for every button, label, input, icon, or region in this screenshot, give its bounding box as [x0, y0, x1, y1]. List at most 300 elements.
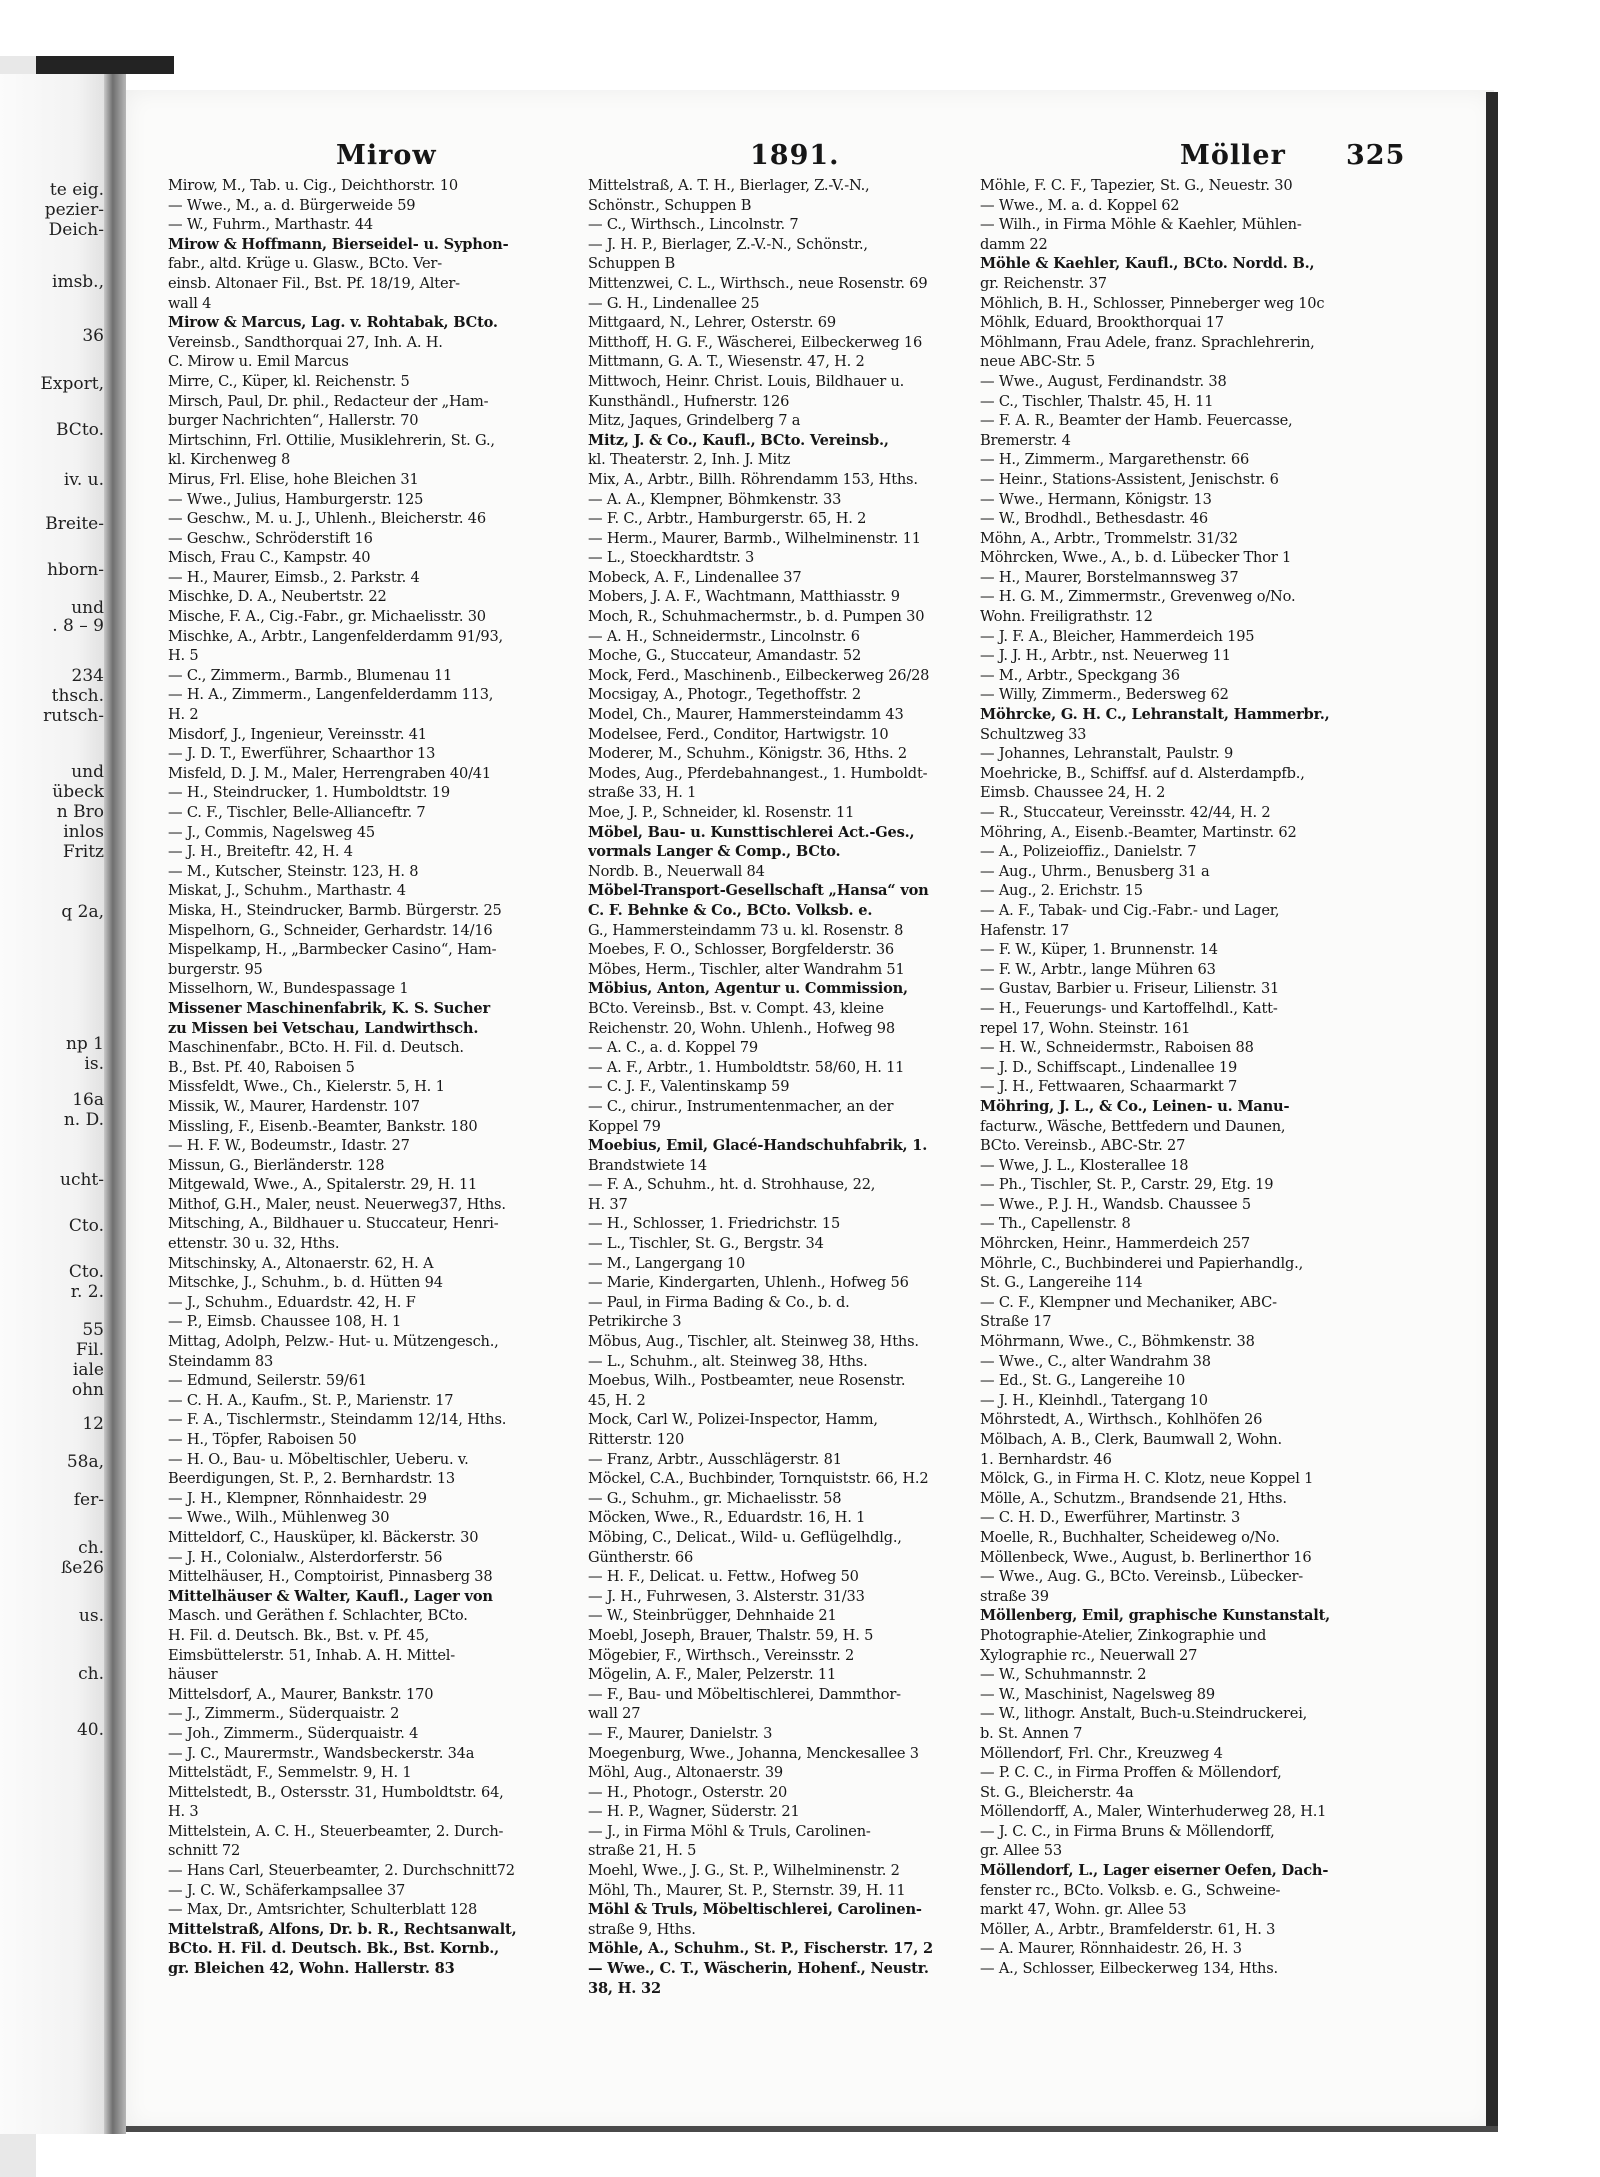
- directory-entry-line: — C. J. F., Valentinskamp 59: [588, 1078, 790, 1096]
- directory-entry-line: — J. H., Colonialw., Alsterdorferstr. 56: [168, 1548, 443, 1566]
- directory-entry-line: B., Bst. Pf. 40, Raboisen 5: [168, 1058, 355, 1076]
- previous-page-fragment: iale: [72, 1360, 104, 1380]
- directory-entry-line: Steindamm 83: [168, 1352, 274, 1370]
- directory-entry-line: Mitschke, J., Schuhm., b. d. Hütten 94: [168, 1274, 443, 1292]
- directory-entry-line: Petrikirche 3: [588, 1313, 682, 1331]
- directory-entry-line: Mitthoff, H. G. F., Wäscherei, Eilbeckerweg 16: [588, 333, 923, 351]
- previous-page-fragment: Cto.: [68, 1216, 104, 1236]
- directory-entry-line: H. 2: [168, 706, 199, 724]
- directory-entry-line: St. G., Langereihe 114: [980, 1274, 1143, 1292]
- directory-entry-line: Mix, A., Arbtr., Billh. Röhrendamm 153, Hths.: [588, 470, 918, 488]
- directory-entry-line: — H., Maurer, Borstelmannsweg 37: [980, 568, 1239, 586]
- directory-entry-line: — R., Stuccateur, Vereinsstr. 42/44, H. 2: [980, 804, 1271, 821]
- directory-entry-line: Brandstwiete 14: [588, 1156, 708, 1174]
- directory-entry-line: — H. G. M., Zimmermstr., Grevenweg o/No.: [980, 588, 1296, 606]
- directory-entry-line: Moehl, Wwe., J. G., St. P., Wilhelminenstr. 2: [588, 1862, 900, 1880]
- page-edge: [1486, 92, 1498, 2128]
- directory-entry-line: Moebus, Wilh., Postbeamter, neue Rosenstr.: [588, 1372, 906, 1390]
- directory-entry-line: Mölbach, A. B., Clerk, Baumwall 2, Wohn.: [980, 1431, 1282, 1448]
- directory-entry-line: — A., Schlosser, Eilbeckerweg 134, Hths.: [980, 1960, 1278, 1978]
- directory-entry-line: Mische, F. A., Cig.-Fabr., gr. Michaelisstr. 30: [168, 608, 486, 626]
- directory-entry-line: Maschinenfabr., BCto. H. Fil. d. Deutsch.: [168, 1039, 464, 1057]
- directory-entry-line: Mirtschinn, Frl. Ottilie, Musiklehrerin, St. G.,: [168, 431, 495, 449]
- directory-entry-line: Modes, Aug., Pferdebahnangest., 1. Humboldt-: [588, 764, 928, 782]
- directory-entry-line: — Paul, in Firma Bading & Co., b. d.: [588, 1293, 850, 1311]
- directory-entry-line: G., Hammersteindamm 73 u. kl. Rosenstr. 8: [588, 921, 904, 939]
- directory-entry-line: Moderer, M., Schuhm., Königstr. 36, Hths. 2: [588, 745, 907, 763]
- directory-entry-line: — Aug., Uhrm., Benusberg 31 a: [980, 862, 1210, 880]
- directory-entry-line: H. 3: [168, 1803, 199, 1821]
- directory-entry-line: — C. F., Klempner und Mechaniker, ABC-: [980, 1293, 1277, 1311]
- directory-entry-line: — Wwe., C., alter Wandrahm 38: [980, 1352, 1211, 1370]
- directory-entry-line: St. G., Bleicherstr. 4a: [980, 1783, 1134, 1801]
- directory-entry-line: Möhrmann, Wwe., C., Böhmkenstr. 38: [980, 1333, 1255, 1351]
- previous-page-fragment: hborn-: [47, 560, 104, 580]
- directory-entry-line: — Wwe., Julius, Hamburgerstr. 125: [168, 490, 424, 508]
- directory-entry-line: Moebes, F. O., Schlosser, Borgfelderstr. 36: [588, 941, 895, 959]
- directory-entry-line: — Wilh., in Firma Möhle & Kaehler, Mühlen-: [980, 216, 1302, 234]
- directory-entry-line: Möhrstedt, A., Wirthsch., Kohlhöfen 26: [980, 1411, 1263, 1429]
- previous-page-fragment: thsch.: [51, 686, 104, 706]
- directory-entry-line: Mitschinsky, A., Altonaerstr. 62, H. A: [168, 1254, 434, 1272]
- directory-entry-line: 1. Bernhardstr. 46: [980, 1450, 1112, 1468]
- directory-entry-line: — W., Steinbrügger, Dehnhaide 21: [588, 1607, 837, 1625]
- directory-entry-line: — Marie, Kindergarten, Uhlenh., Hofweg 56: [588, 1274, 909, 1292]
- directory-entry-line: b. St. Annen 7: [980, 1724, 1083, 1742]
- directory-entry-line: zu Missen bei Vetschau, Landwirthsch.: [168, 1019, 479, 1037]
- directory-entry-line: Moelle, R., Buchhalter, Scheideweg o/No.: [980, 1528, 1280, 1546]
- directory-entry-line: — J. C., Maurermstr., Wandsbeckerstr. 34a: [168, 1744, 475, 1762]
- previous-page-fragment: n Bro: [56, 802, 104, 822]
- directory-entry-line: Schönstr., Schuppen B: [588, 196, 752, 214]
- directory-entry-line: — F. W., Küper, 1. Brunnenstr. 14: [980, 941, 1218, 959]
- directory-entry-line: — J. H., Fuhrwesen, 3. Alsterstr. 31/33: [588, 1587, 865, 1605]
- directory-entry-line: — Johannes, Lehranstalt, Paulstr. 9: [980, 745, 1234, 763]
- previous-page-fragment: Fil.: [75, 1340, 104, 1360]
- directory-entry-line: Möhring, A., Eisenb.-Beamter, Martinstr. 62: [980, 823, 1297, 841]
- directory-entry-line: Möllenberg, Emil, graphische Kunstanstalt,: [980, 1607, 1331, 1625]
- directory-entry-line: einsb. Altonaer Fil., Bst. Pf. 18/19, Alter-: [168, 274, 460, 292]
- directory-entry-line: Möhl, Th., Maurer, St. P., Sternstr. 39, H. 11: [588, 1881, 906, 1899]
- directory-entry-line: Mittmann, G. A. T., Wiesenstr. 47, H. 2: [588, 353, 865, 371]
- previous-page-fragment: 16a: [72, 1090, 104, 1110]
- directory-entry-line: Mittelhäuser & Walter, Kaufl., Lager von: [168, 1587, 493, 1605]
- directory-entry-line: — H., Töpfer, Raboisen 50: [168, 1431, 357, 1448]
- directory-entry-line: — Edmund, Seilerstr. 59/61: [168, 1372, 367, 1390]
- directory-entry-line: Möhrle, C., Buchbinderei und Papierhandlg.,: [980, 1254, 1304, 1272]
- previous-page-fragment: us.: [78, 1606, 104, 1626]
- directory-entry-line: Mittelstein, A. C. H., Steuerbeamter, 2. Durch-: [168, 1822, 504, 1840]
- directory-entry-line: Miskat, J., Schuhm., Marthastr. 4: [168, 882, 406, 900]
- running-head-year: 1891.: [750, 140, 840, 171]
- directory-entry-line: — C., Tischler, Thalstr. 45, H. 11: [980, 392, 1214, 410]
- directory-entry-line: — W., lithogr. Anstalt, Buch-u.Steindruckerei,: [980, 1705, 1308, 1723]
- scan-edge-top: [36, 56, 174, 74]
- directory-entry-line: Möhle, A., Schuhm., St. P., Fischerstr. 17, 2: [588, 1940, 933, 1958]
- directory-entry-line: Xylographie rc., Neuerwall 27: [980, 1646, 1198, 1664]
- directory-entry-line: Mittwoch, Heinr. Christ. Louis, Bildhauer u.: [588, 372, 905, 390]
- directory-entry-line: Missling, F., Eisenb.-Beamter, Bankstr. 180: [168, 1117, 478, 1135]
- directory-entry-line: Mirsch, Paul, Dr. phil., Redacteur der „Ham-: [168, 392, 489, 410]
- directory-entry-line: — C. H. A., Kaufm., St. P., Marienstr. 17: [168, 1391, 454, 1409]
- directory-entry-line: — C. H. D., Ewerführer, Martinstr. 3: [980, 1509, 1241, 1527]
- directory-entry-line: Möhrcken, Heinr., Hammerdeich 257: [980, 1235, 1250, 1253]
- directory-entry-line: — H. F. W., Bodeumstr., Idastr. 27: [168, 1137, 410, 1155]
- directory-entry-line: Mock, Carl W., Polizei-Inspector, Hamm,: [588, 1411, 878, 1429]
- directory-entry-line: — J., Schuhm., Eduardstr. 42, H. F: [168, 1293, 416, 1311]
- directory-entry-line: Moebius, Emil, Glacé-Handschuhfabrik, 1.: [588, 1137, 928, 1155]
- previous-page-fragment: ohn: [71, 1380, 104, 1400]
- directory-column-1: [168, 176, 582, 1979]
- directory-entry-line: — C., Zimmerm., Barmb., Blumenau 11: [168, 666, 453, 684]
- directory-entry-line: Mirre, C., Küper, kl. Reichenstr. 5: [168, 372, 410, 390]
- directory-entry-line: — L., Schuhm., alt. Steinweg 38, Hths.: [588, 1352, 868, 1370]
- directory-entry-line: straße 39: [980, 1587, 1049, 1605]
- directory-entry-line: — A. F., Arbtr., 1. Humboldtstr. 58/60, H. 11: [588, 1058, 905, 1076]
- directory-entry-line: — Ph., Tischler, St. P., Carstr. 29, Etg. 19: [980, 1176, 1274, 1194]
- directory-entry-line: — J. H. P., Bierlager, Z.-V.-N., Schönstr.,: [588, 235, 868, 253]
- directory-entry-line: Möhl & Truls, Möbeltischlerei, Carolinen-: [588, 1901, 922, 1919]
- directory-entry-line: Mitz, J. & Co., Kaufl., BCto. Vereinsb.,: [588, 431, 889, 449]
- directory-entry-line: Möhl, Aug., Altonaerstr. 39: [588, 1764, 784, 1782]
- directory-entry-line: — H., Zimmerm., Margarethenstr. 66: [980, 451, 1250, 469]
- previous-page-fragment: r. 2.: [70, 1282, 104, 1302]
- directory-entry-line: Möbius, Anton, Agentur u. Commission,: [588, 980, 908, 998]
- previous-page-fragment: ch.: [78, 1664, 104, 1684]
- directory-entry-line: kl. Theaterstr. 2, Inh. J. Mitz: [588, 451, 791, 469]
- directory-entry-line: — Ed., St. G., Langereihe 10: [980, 1372, 1186, 1390]
- directory-entry-line: Mitz, Jaques, Grindelberg 7 a: [588, 412, 801, 430]
- directory-entry-line: Möllendorf, Frl. Chr., Kreuzweg 4: [980, 1744, 1223, 1762]
- directory-entry-line: — H., Schlosser, 1. Friedrichstr. 15: [588, 1215, 841, 1233]
- previous-page-fragment: und: [71, 762, 104, 782]
- previous-page-fragment: ucht-: [60, 1170, 104, 1190]
- directory-entry-line: Moehricke, B., Schiffsf. auf d. Alsterdampfb.,: [980, 764, 1305, 782]
- directory-entry-line: — Wwe, J. L., Klosterallee 18: [980, 1156, 1189, 1174]
- previous-page-fragment: Cto.: [68, 1262, 104, 1282]
- directory-entry-line: BCto. H. Fil. d. Deutsch. Bk., Bst. Kornb.,: [168, 1940, 499, 1958]
- directory-entry-line: Mitteldorf, C., Hausküper, kl. Bäckerstr. 30: [168, 1528, 479, 1546]
- directory-column-3: [980, 176, 1400, 1979]
- book-gutter: [104, 74, 126, 2134]
- previous-page-fragment: 55: [82, 1320, 104, 1340]
- directory-entry-line: — J., in Firma Möhl & Truls, Carolinen-: [588, 1822, 871, 1840]
- directory-entry-line: gr. Bleichen 42, Wohn. Hallerstr. 83: [168, 1960, 455, 1978]
- directory-entry-line: — H. W., Schneidermstr., Raboisen 88: [980, 1039, 1254, 1057]
- directory-entry-line: — J. D., Schiffscapt., Lindenallee 19: [980, 1058, 1238, 1076]
- directory-entry-line: — Wwe., P. J. H., Wandsb. Chaussee 5: [980, 1195, 1251, 1213]
- directory-entry-line: Mittgaard, N., Lehrer, Osterstr. 69: [588, 314, 836, 332]
- directory-entry-line: — J. J. H., Arbtr., nst. Neuerweg 11: [980, 647, 1231, 665]
- directory-entry-line: Möhle, F. C. F., Tapezier, St. G., Neuestr. 30: [980, 177, 1293, 194]
- directory-entry-line: schnitt 72: [168, 1842, 241, 1860]
- directory-entry-line: — H., Feuerungs- und Kartoffelhdl., Katt-: [980, 999, 1278, 1017]
- directory-entry-line: — A. C., a. d. Koppel 79: [588, 1039, 758, 1057]
- previous-page-fragment: rutsch-: [43, 706, 104, 726]
- directory-entry-line: Güntherstr. 66: [588, 1548, 694, 1566]
- directory-entry-line: — Joh., Zimmerm., Süderquaistr. 4: [168, 1724, 419, 1742]
- directory-entry-line: gr. Allee 53: [980, 1842, 1062, 1860]
- directory-entry-line: Mobers, J. A. F., Wachtmann, Matthiasstr. 9: [588, 588, 900, 606]
- directory-entry-line: — H. F., Delicat. u. Fettw., Hofweg 50: [588, 1568, 859, 1586]
- directory-entry-line: Möllendorff, A., Maler, Winterhuderweg 28, H.1: [980, 1803, 1327, 1821]
- directory-entry-line: — J. H., Klempner, Rönnhaidestr. 29: [168, 1489, 427, 1507]
- directory-entry-line: — H., Maurer, Eimsb., 2. Parkstr. 4: [168, 568, 420, 586]
- directory-entry-line: — G. H., Lindenallee 25: [588, 294, 760, 312]
- directory-entry-line: C. F. Behnke & Co., BCto. Volksb. e.: [588, 901, 873, 919]
- directory-entry-line: burgerstr. 95: [168, 960, 263, 978]
- directory-entry-line: BCto. Vereinsb., ABC-Str. 27: [980, 1137, 1186, 1155]
- directory-entry-line: — H., Photogr., Osterstr. 20: [588, 1783, 788, 1801]
- directory-entry-line: Hafenstr. 17: [980, 921, 1070, 939]
- directory-entry-line: neue ABC-Str. 5: [980, 353, 1096, 371]
- directory-entry-line: — Gustav, Barbier u. Friseur, Lilienstr. 31: [980, 980, 1280, 998]
- directory-entry-line: Mobeck, A. F., Lindenallee 37: [588, 568, 802, 586]
- directory-entry-line: Nordb. B., Neuerwall 84: [588, 862, 765, 880]
- directory-entry-line: burger Nachrichten“, Hallerstr. 70: [168, 412, 419, 430]
- directory-entry-line: Missfeldt, Wwe., Ch., Kielerstr. 5, H. 1: [168, 1078, 445, 1096]
- directory-entry-line: Straße 17: [980, 1313, 1052, 1331]
- directory-entry-line: Mischke, A., Arbtr., Langenfelderdamm 91/93,: [168, 627, 503, 645]
- page-bottom-edge: [126, 2126, 1498, 2132]
- directory-entry-line: — J. C. C., in Firma Bruns & Möllendorff,: [980, 1822, 1275, 1840]
- directory-entry-line: — Wwe., August, Ferdinandstr. 38: [980, 372, 1227, 390]
- directory-entry-line: — P., Eimsb. Chaussee 108, H. 1: [168, 1313, 402, 1331]
- directory-entry-line: Eimsbüttelerstr. 51, Inhab. A. H. Mittel-: [168, 1646, 455, 1664]
- directory-entry-line: Mittag, Adolph, Pelzw.- Hut- u. Mützengesch.,: [168, 1333, 499, 1351]
- directory-entry-line: Mirus, Frl. Elise, hohe Bleichen 31: [168, 470, 419, 488]
- directory-entry-line: — J. H., Breiteftr. 42, H. 4: [168, 843, 353, 861]
- directory-entry-line: Masch. und Geräthen f. Schlachter, BCto.: [168, 1607, 468, 1625]
- directory-entry-line: H. 5: [168, 647, 199, 665]
- directory-entry-line: Moebl, Joseph, Brauer, Thalstr. 59, H. 5: [588, 1626, 874, 1644]
- directory-entry-line: Miska, H., Steindrucker, Barmb. Bürgerstr. 25: [168, 901, 502, 919]
- directory-entry-line: Möhn, A., Arbtr., Trommelstr. 31/32: [980, 529, 1238, 547]
- directory-entry-line: — M., Kutscher, Steinstr. 123, H. 8: [168, 862, 419, 880]
- previous-page-fragment: 58a,: [66, 1452, 104, 1472]
- directory-entry-line: häuser: [168, 1666, 218, 1684]
- directory-entry-line: — A. H., Schneidermstr., Lincolnstr. 6: [588, 627, 860, 645]
- directory-entry-line: Möhring, J. L., & Co., Leinen- u. Manu-: [980, 1097, 1290, 1115]
- directory-entry-line: Mock, Ferd., Maschinenb., Eilbeckerweg 26/28: [588, 666, 930, 684]
- directory-entry-line: Möllendorf, L., Lager eiserner Oefen, Dach-: [980, 1862, 1329, 1880]
- previous-page-margin: [0, 74, 110, 2134]
- directory-entry-line: fabr., altd. Krüge u. Glasw., BCto. Ver-: [168, 255, 442, 273]
- directory-entry-line: gr. Reichenstr. 37: [980, 274, 1107, 292]
- directory-entry-line: wall 4: [168, 294, 212, 312]
- directory-entry-line: Mirow, M., Tab. u. Cig., Deichthorstr. 10: [168, 177, 458, 194]
- directory-entry-line: Mittelstraß, A. T. H., Bierlager, Z.-V.-N.,: [588, 177, 870, 194]
- directory-entry-line: Moch, R., Schuhmachermstr., b. d. Pumpen 30: [588, 608, 925, 626]
- directory-entry-line: H. 37: [588, 1195, 628, 1213]
- directory-entry-line: — J., Zimmerm., Süderquaistr. 2: [168, 1705, 400, 1723]
- directory-entry-line: Möbel, Bau- u. Kunsttischlerei Act.-Ges.,: [588, 823, 915, 841]
- directory-entry-line: — Hans Carl, Steuerbeamter, 2. Durchschnitt72: [168, 1862, 515, 1880]
- running-head-left: Mirow: [336, 140, 437, 171]
- directory-entry-line: Möckel, C.A., Buchbinder, Tornquiststr. 66, H.2: [588, 1470, 929, 1488]
- directory-entry-line: Möhlk, Eduard, Brookthorquai 17: [980, 314, 1224, 332]
- directory-entry-line: straße 21, H. 5: [588, 1842, 697, 1860]
- directory-entry-line: — C., Wirthsch., Lincolnstr. 7: [588, 216, 799, 234]
- directory-entry-line: Möhrcke, G. H. C., Lehranstalt, Hammerbr.,: [980, 706, 1330, 724]
- previous-page-fragment: q 2a,: [61, 902, 104, 922]
- previous-page-fragment: BCto.: [56, 420, 104, 440]
- directory-entry-line: — M., Arbtr., Speckgang 36: [980, 666, 1180, 684]
- directory-entry-line: — H. A., Zimmerm., Langenfelderdamm 113,: [168, 686, 494, 704]
- previous-page-fragment: n. D.: [63, 1110, 104, 1130]
- directory-entry-line: 45, H. 2: [588, 1391, 646, 1409]
- directory-entry-line: repel 17, Wohn. Steinstr. 161: [980, 1019, 1191, 1037]
- previous-page-fragment: Breite-: [45, 514, 104, 534]
- directory-entry-line: Möllenbeck, Wwe., August, b. Berlinerthor 16: [980, 1548, 1312, 1566]
- directory-entry-line: Möller, A., Arbtr., Bramfelderstr. 61, H. 3: [980, 1920, 1276, 1938]
- directory-entry-line: — J. C. W., Schäferkampsallee 37: [168, 1881, 406, 1899]
- directory-entry-line: Mittenzwei, C. L., Wirthsch., neue Rosenstr. 69: [588, 274, 928, 292]
- directory-entry-line: Misfeld, D. J. M., Maler, Herrengraben 40/41: [168, 764, 491, 782]
- directory-entry-line: — F., Bau- und Möbeltischlerei, Dammthor-: [588, 1685, 901, 1703]
- directory-entry-line: Missener Maschinenfabrik, K. S. Sucher: [168, 999, 490, 1017]
- directory-entry-line: Ritterstr. 120: [588, 1431, 685, 1448]
- directory-entry-line: — Max, Dr., Amtsrichter, Schulterblatt 128: [168, 1901, 478, 1919]
- previous-page-fragment: 40.: [76, 1720, 104, 1740]
- directory-entry-line: — Wwe., C. T., Wäscherin, Hohenf., Neustr.: [588, 1960, 929, 1978]
- directory-entry-line: damm 22: [980, 235, 1048, 253]
- directory-entry-line: Mitsching, A., Bildhauer u. Stuccateur, Henri-: [168, 1215, 499, 1233]
- previous-page-fragment: . 8 – 9: [52, 616, 104, 636]
- directory-entry-line: C. Mirow u. Emil Marcus: [168, 353, 349, 371]
- directory-entry-line: — J. H., Kleinhdl., Tatergang 10: [980, 1391, 1208, 1409]
- previous-page-fragment: ch.: [78, 1538, 104, 1558]
- directory-entry-line: Mölck, G., in Firma H. C. Klotz, neue Koppel 1: [980, 1470, 1314, 1488]
- directory-entry-line: — W., Maschinist, Nagelsweg 89: [980, 1685, 1215, 1703]
- directory-entry-line: — J. F. A., Bleicher, Hammerdeich 195: [980, 627, 1255, 645]
- previous-page-fragment: übeck: [52, 782, 104, 802]
- directory-entry-line: markt 47, Wohn. gr. Allee 53: [980, 1901, 1187, 1919]
- directory-entry-line: — Th., Capellenstr. 8: [980, 1215, 1131, 1233]
- directory-entry-line: Möhle & Kaehler, Kaufl., BCto. Nordd. B.,: [980, 255, 1315, 273]
- directory-entry-line: Mitgewald, Wwe., A., Spitalerstr. 29, H. 11: [168, 1176, 478, 1194]
- directory-entry-line: — Aug., 2. Erichstr. 15: [980, 882, 1143, 900]
- previous-page-fragment: te eig.: [49, 180, 104, 200]
- directory-entry-line: Möhlmann, Frau Adele, franz. Sprachlehrerin,: [980, 333, 1315, 351]
- previous-page-fragment: is.: [84, 1054, 104, 1074]
- directory-entry-line: fenster rc., BCto. Volksb. e. G., Schweine-: [980, 1881, 1281, 1899]
- directory-entry-line: — Willy, Zimmerm., Bedersweg 62: [980, 686, 1229, 704]
- directory-entry-line: — L., Stoeckhardtstr. 3: [588, 549, 755, 567]
- directory-entry-line: — Herm., Maurer, Barmb., Wilhelminenstr. 11: [588, 529, 921, 547]
- directory-entry-line: — J. H., Fettwaaren, Schaarmarkt 7: [980, 1078, 1238, 1096]
- directory-entry-line: Modelsee, Ferd., Conditor, Hartwigstr. 10: [588, 725, 889, 743]
- directory-entry-line: BCto. Vereinsb., Bst. v. Compt. 43, kleine: [588, 999, 884, 1017]
- directory-entry-line: Schuppen B: [588, 255, 676, 273]
- directory-column-2: [588, 176, 1002, 1998]
- directory-entry-line: — F. A. R., Beamter der Hamb. Feuercasse,: [980, 412, 1293, 430]
- directory-entry-line: facturw., Wäsche, Bettfedern und Daunen,: [980, 1117, 1286, 1135]
- directory-entry-line: straße 33, H. 1: [588, 784, 697, 802]
- directory-entry-line: — W., Brodhdl., Bethesdastr. 46: [980, 510, 1208, 528]
- directory-entry-line: — F., Maurer, Danielstr. 3: [588, 1724, 773, 1742]
- directory-entry-line: Möhrcken, Wwe., A., b. d. Lübecker Thor 1: [980, 549, 1292, 567]
- running-head-right: Möller: [1180, 140, 1286, 171]
- directory-entry-line: — Geschw., Schröderstift 16: [168, 529, 373, 547]
- directory-entry-line: Misdorf, J., Ingenieur, Vereinsstr. 41: [168, 725, 427, 743]
- directory-entry-line: Moche, G., Stuccateur, Amandastr. 52: [588, 647, 862, 665]
- previous-page-fragment: pezier-: [44, 200, 104, 220]
- directory-entry-line: — G., Schuhm., gr. Michaelisstr. 58: [588, 1489, 842, 1507]
- directory-entry-line: kl. Kirchenweg 8: [168, 451, 291, 469]
- directory-entry-line: Eimsb. Chaussee 24, H. 2: [980, 784, 1166, 802]
- directory-entry-line: Mocsigay, A., Photogr., Tegethoffstr. 2: [588, 686, 861, 704]
- directory-entry-line: — Heinr., Stations-Assistent, Jenischstr. 6: [980, 470, 1279, 488]
- directory-entry-line: — A., Polizeioffiz., Danielstr. 7: [980, 843, 1197, 861]
- directory-entry-line: Missik, W., Maurer, Hardenstr. 107: [168, 1097, 420, 1115]
- directory-entry-line: — C., chirur., Instrumentenmacher, an der: [588, 1097, 894, 1115]
- directory-entry-line: Photographie-Atelier, Zinkographie und: [980, 1626, 1267, 1644]
- directory-entry-line: 38, H. 32: [588, 1979, 661, 1997]
- directory-entry-line: Mittelstraß, Alfons, Dr. b. R., Rechtsanwalt,: [168, 1920, 517, 1938]
- previous-page-fragment: Fritz: [62, 842, 104, 862]
- directory-entry-line: — A. A., Klempner, Böhmkenstr. 33: [588, 490, 842, 508]
- directory-entry-line: Mischke, D. A., Neubertstr. 22: [168, 588, 387, 606]
- directory-entry-line: Möhlich, B. H., Schlosser, Pinneberger weg 10c: [980, 294, 1325, 312]
- previous-page-fragment: inlos: [63, 822, 104, 842]
- directory-entry-line: Mittelsdorf, A., Maurer, Bankstr. 170: [168, 1685, 434, 1703]
- directory-entry-line: Möbel-Transport-Gesellschaft „Hansa“ von: [588, 882, 929, 900]
- directory-entry-line: — L., Tischler, St. G., Bergstr. 34: [588, 1235, 824, 1253]
- directory-entry-line: Mittelstedt, B., Ostersstr. 31, Humboldtstr. 64,: [168, 1783, 504, 1801]
- previous-page-fragment: Export,: [40, 374, 104, 394]
- directory-entry-line: Mögelin, A. F., Maler, Pelzerstr. 11: [588, 1666, 837, 1684]
- directory-entry-line: Mittelstädt, F., Semmelstr. 9, H. 1: [168, 1764, 412, 1782]
- directory-entry-line: Bremerstr. 4: [980, 431, 1071, 449]
- directory-entry-line: Möbus, Aug., Tischler, alt. Steinweg 38, Hths.: [588, 1333, 919, 1351]
- previous-page-fragment: iv. u.: [63, 470, 104, 490]
- directory-entry-line: — F. A., Schuhm., ht. d. Strohhause, 22,: [588, 1176, 876, 1194]
- directory-entry-line: — H. P., Wagner, Süderstr. 21: [588, 1803, 800, 1821]
- directory-entry-line: straße 9, Hths.: [588, 1920, 696, 1938]
- previous-page-fragment: und: [71, 598, 104, 618]
- previous-page-fragment: imsb.,: [52, 272, 104, 292]
- directory-entry-line: — H., Steindrucker, 1. Humboldtstr. 19: [168, 784, 450, 802]
- directory-entry-line: — J. D. T., Ewerführer, Schaarthor 13: [168, 745, 436, 763]
- directory-entry-line: Moe, J. P., Schneider, kl. Rosenstr. 11: [588, 804, 855, 821]
- directory-entry-line: Model, Ch., Maurer, Hammersteindamm 43: [588, 706, 904, 724]
- directory-entry-line: wall 27: [588, 1705, 641, 1723]
- directory-entry-line: Misselhorn, W., Bundespassage 1: [168, 980, 409, 998]
- directory-entry-line: Mithof, G.H., Maler, neust. Neuerweg37, Hths.: [168, 1195, 506, 1213]
- directory-entry-line: — M., Langergang 10: [588, 1254, 746, 1272]
- directory-entry-line: Möcken, Wwe., R., Eduardstr. 16, H. 1: [588, 1509, 866, 1527]
- directory-entry-line: Schultzweg 33: [980, 725, 1087, 743]
- previous-page-fragment: 12: [82, 1414, 104, 1434]
- directory-entry-line: Vereinsb., Sandthorquai 27, Inh. A. H.: [168, 333, 443, 351]
- directory-entry-line: Mölle, A., Schutzm., Brandsende 21, Hths.: [980, 1489, 1287, 1507]
- directory-entry-line: Mirow & Marcus, Lag. v. Rohtabak, BCto.: [168, 314, 498, 332]
- directory-entry-line: — Wwe., Hermann, Königstr. 13: [980, 490, 1212, 508]
- directory-entry-line: — Franz, Arbtr., Ausschlägerstr. 81: [588, 1450, 842, 1468]
- directory-entry-line: Mispelkamp, H., „Barmbecker Casino“, Ham-: [168, 941, 497, 959]
- directory-entry-line: ettenstr. 30 u. 32, Hths.: [168, 1235, 340, 1253]
- directory-entry-line: Mispelhorn, G., Schneider, Gerhardstr. 14/16: [168, 921, 493, 939]
- previous-page-fragment: fer-: [73, 1490, 104, 1510]
- directory-entry-line: — A. F., Tabak- und Cig.-Fabr.- und Lager,: [980, 901, 1280, 919]
- directory-entry-line: — P. C. C., in Firma Proffen & Möllendorf,: [980, 1764, 1282, 1782]
- directory-entry-line: — Wwe., M. a. d. Koppel 62: [980, 196, 1180, 214]
- previous-page-fragment: Deich-: [48, 220, 104, 240]
- directory-entry-line: — F. C., Arbtr., Hamburgerstr. 65, H. 2: [588, 510, 867, 528]
- previous-page-fragment: 36: [82, 326, 104, 346]
- page-number: 325: [1346, 140, 1406, 171]
